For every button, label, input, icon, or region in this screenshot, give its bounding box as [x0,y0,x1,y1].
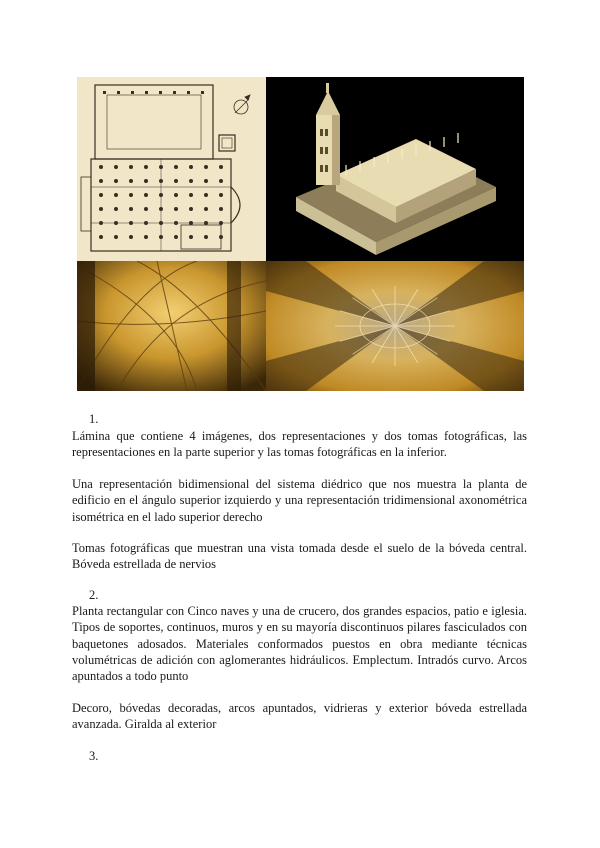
paragraph-1-1: Lámina que contiene 4 imágenes, dos representaciones y dos tomas fotográficas, las representaciones en la parte superior y las tomas fotográficas en la inferior. [72,429,527,460]
isometric-cathedral-model [266,77,524,261]
floor-plan-image [77,77,266,261]
section-number-2: 2. [89,588,99,602]
paragraph-1-3: Tomas fotográficas que muestran una vista tomada desde el suelo de la bóveda central. Bóveda estrellada de nervios [72,541,527,572]
paragraph-2-2: Decoro, bóvedas decoradas, arcos apuntados, vidrieras y exterior bóveda estrellada avanzada. Giralda al exterior [72,701,527,732]
section-number-1: 1. [89,412,99,426]
vault-photo-right [266,261,524,391]
vault-photograph [77,261,266,391]
star-vault-photograph [266,261,524,391]
paragraph-1-2: Una representación bidimensional del sistema diédrico que nos muestra la planta de edificio en el ángulo superior izquierdo y una representación tridimensional axonométrica isométrica en el lado superior derecho [72,477,527,524]
section-number-3: 3. [89,749,99,763]
isometric-model-image [266,77,524,261]
image-plate [77,77,524,391]
floor-plan-drawing [77,77,266,261]
vault-photo-left [77,261,266,391]
paragraph-2-1: Planta rectangular con Cinco naves y una de crucero, dos grandes espacios, patio e iglesia. Tipos de soportes, continuos, muros y en su mayoría discontinuos pilares fasciculados con baquetones adosados. Materiales conformados puestos en obra mediante técnicas volumétricas de adición con aglomerantes hidráulicos. Emplectum. Intradós curvo. Arcos apuntados a todo punto [72,604,527,684]
